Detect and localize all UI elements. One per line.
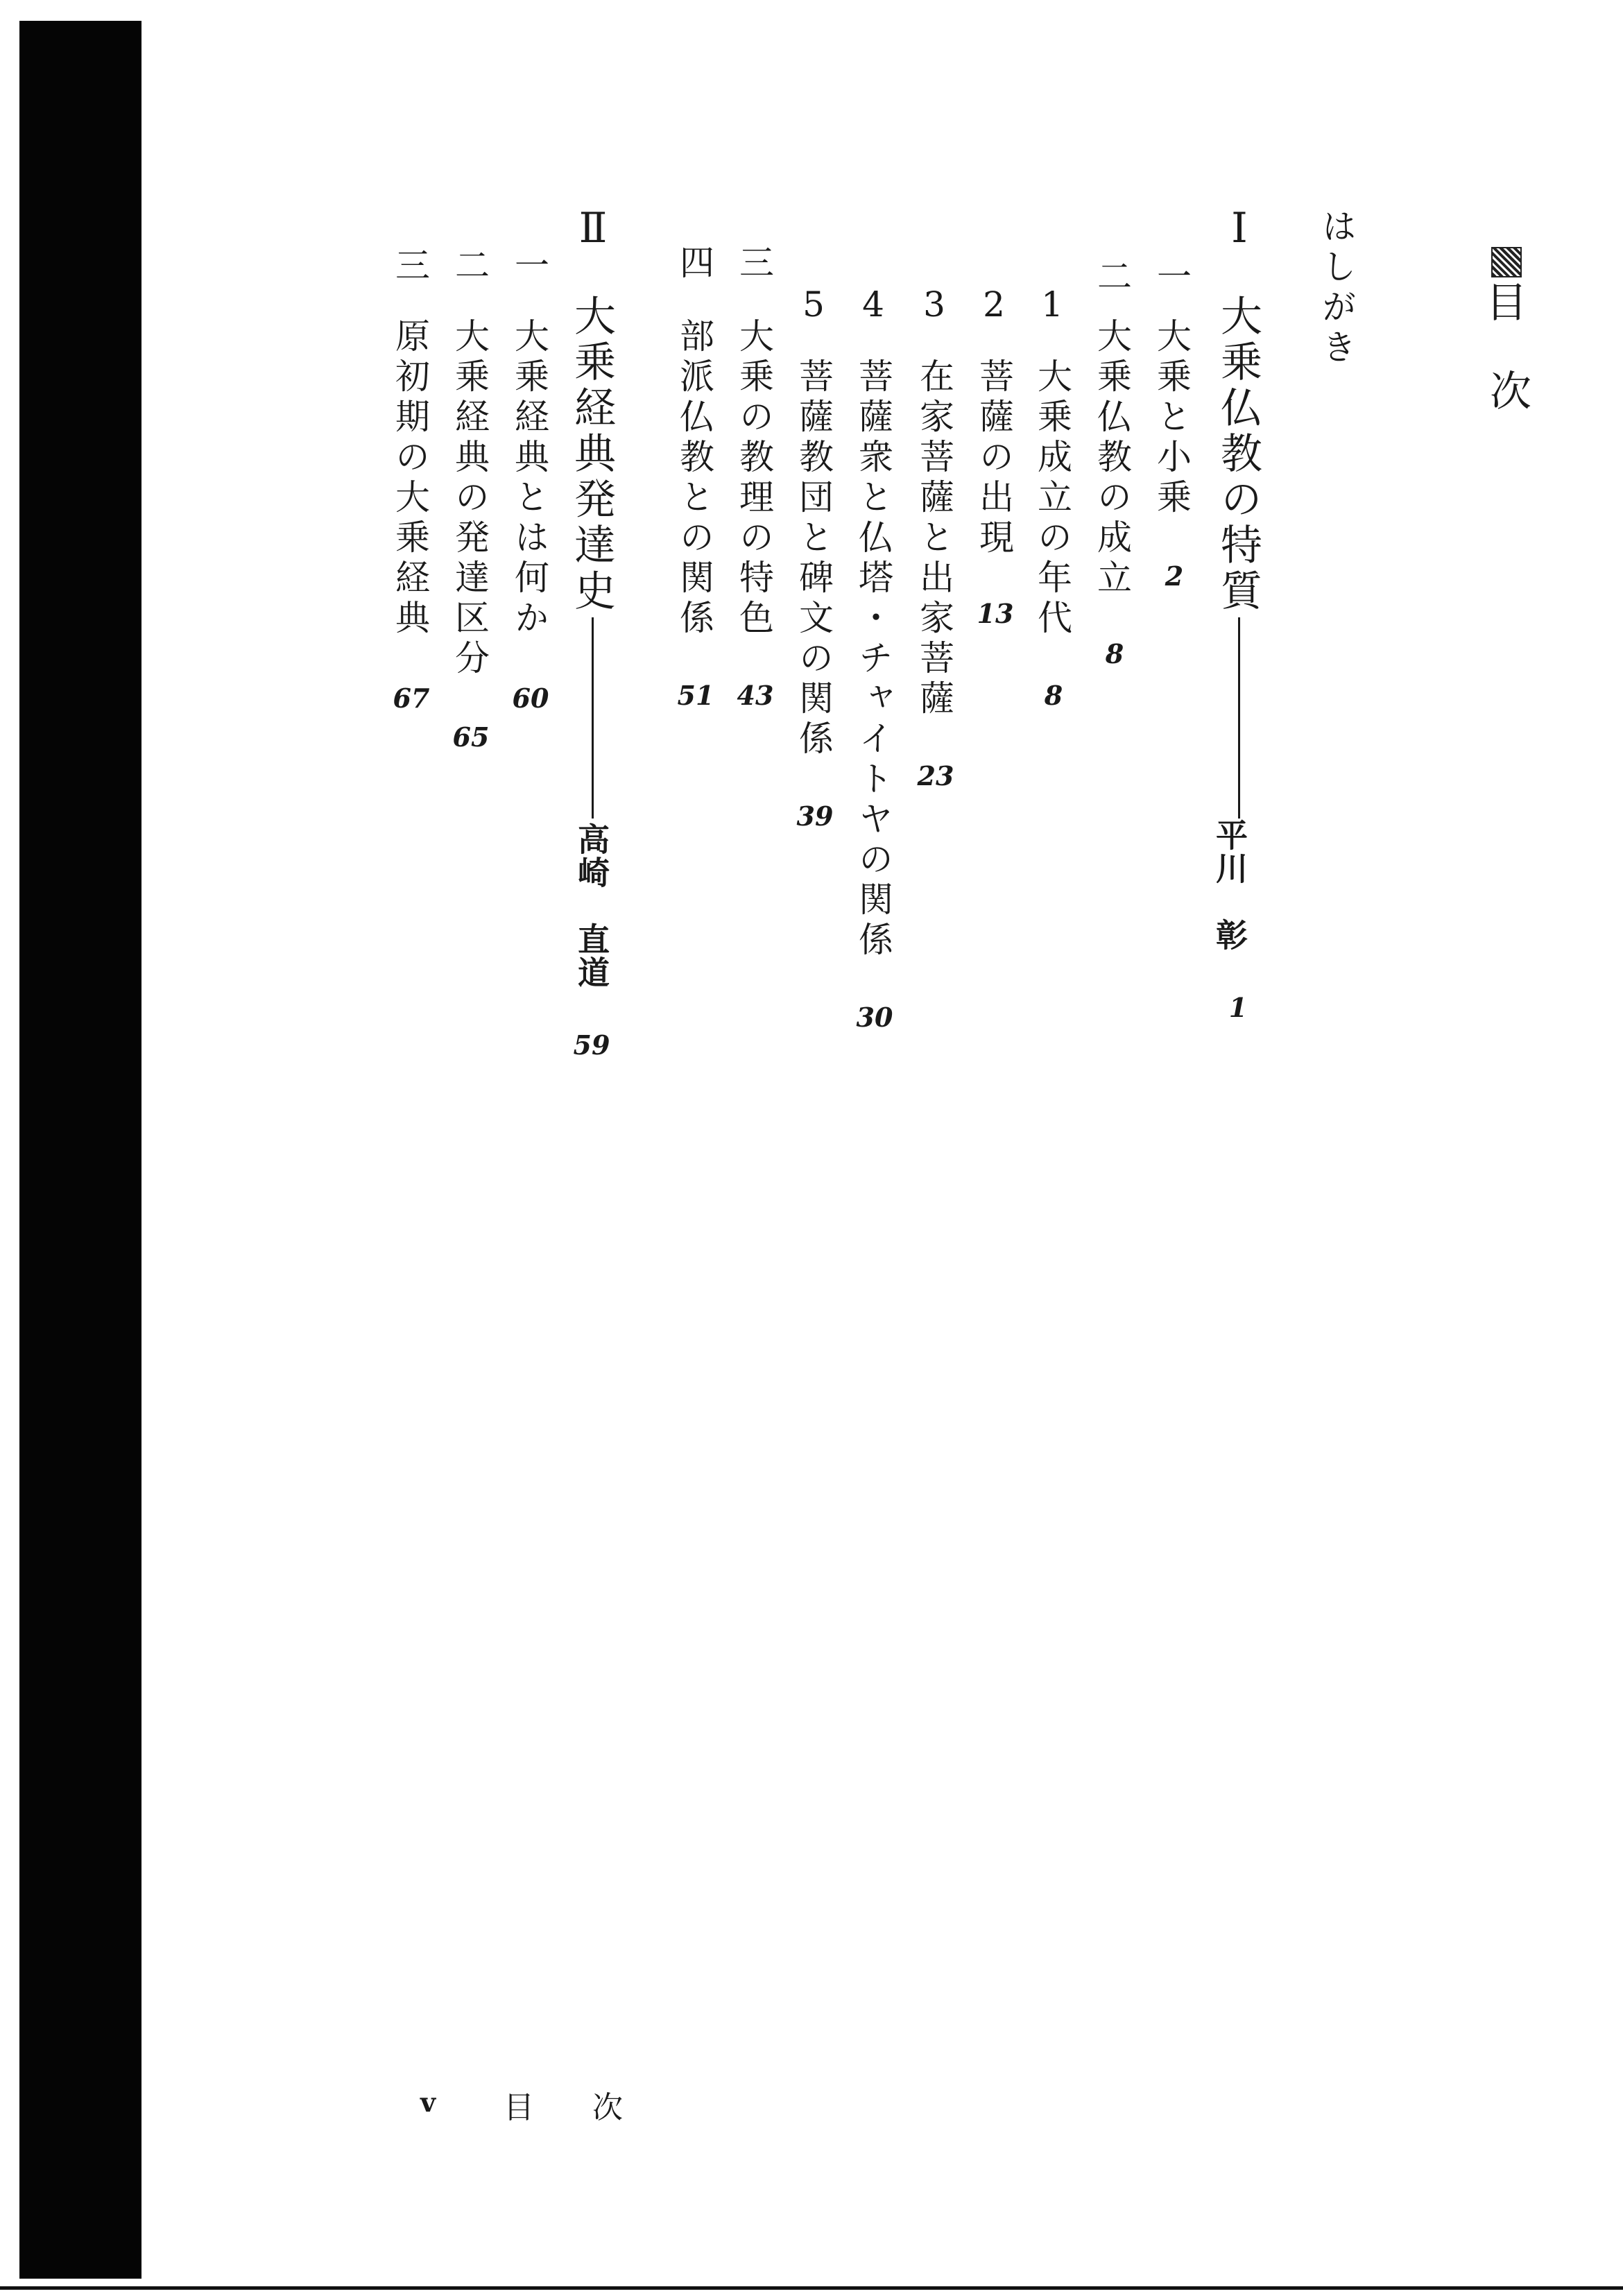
header-ornament-icon xyxy=(1491,247,1522,277)
part-2-dash xyxy=(592,617,594,819)
toc-heading-char-1: 目 xyxy=(1479,280,1527,326)
entry-1-2-5-page: 39 xyxy=(796,800,834,832)
entry-1-2-5-no: 5 xyxy=(793,284,834,330)
part-1-numeral: Ⅰ xyxy=(1215,204,1264,257)
entry-1-4-page: 51 xyxy=(677,680,714,711)
entry-2-3-title: 原初期の大乗経典 xyxy=(390,318,430,640)
entry-1-2-3-title: 在家菩薩と出家菩薩 xyxy=(914,358,954,720)
entry-1-1-page: 2 xyxy=(1165,560,1184,592)
entry-1-1-title: 大乗と小乗 xyxy=(1151,318,1192,519)
entry-1-2-no: 二 xyxy=(1092,258,1132,298)
entry-1-2-5-title: 菩薩教団と碑文の関係 xyxy=(793,358,834,760)
entry-2-2-no: 二 xyxy=(449,247,490,287)
part-2-page: 59 xyxy=(573,1029,610,1061)
entry-1-2-title: 大乗仏教の成立 xyxy=(1092,318,1132,599)
entry-1-2-2-no: 2 xyxy=(974,284,1014,330)
footer-folio: v xyxy=(420,2087,436,2118)
part-1-title: 大乗仏教の特質 xyxy=(1214,294,1262,615)
entry-1-2-4-no: 4 xyxy=(853,284,893,330)
footer-label-1: 目 xyxy=(504,2090,534,2125)
entry-1-2-2-title: 菩薩の出現 xyxy=(974,358,1014,559)
entry-2-1-page: 60 xyxy=(512,683,549,714)
entry-1-2-4-page: 30 xyxy=(856,1002,893,1033)
entry-1-2-1-no: 1 xyxy=(1032,284,1072,330)
entry-2-1-title: 大乗経典とは何か xyxy=(509,318,549,640)
entry-2-3-page: 67 xyxy=(393,683,430,714)
entry-1-4-title: 部派仏教との関係 xyxy=(674,318,714,640)
entry-1-2-1-title: 大乗成立の年代 xyxy=(1032,358,1072,640)
entry-1-2-3-no: 3 xyxy=(914,284,954,330)
scan-bottom-edge xyxy=(0,2286,1623,2290)
entry-2-1-no: 一 xyxy=(509,247,549,287)
entry-2-2-title: 大乗経典の発達区分 xyxy=(449,318,490,680)
part-2-title: 大乗経典発達史 xyxy=(567,294,616,615)
entry-1-3-page: 43 xyxy=(737,680,774,711)
entry-1-2-page: 8 xyxy=(1105,638,1124,669)
part-1-author: 平川 彰 xyxy=(1211,819,1248,952)
entry-1-3-title: 大乗の教理の特色 xyxy=(734,318,774,640)
part-1-page: 1 xyxy=(1228,992,1248,1023)
entry-1-4-no: 四 xyxy=(674,244,714,284)
entry-1-2-2-page: 13 xyxy=(977,598,1014,629)
part-2-numeral: Ⅱ xyxy=(569,204,617,257)
entry-1-3-no: 三 xyxy=(734,244,774,284)
footer-label-2: 次 xyxy=(592,2090,623,2125)
part-1-dash xyxy=(1238,617,1240,819)
scan-edge-black-bar xyxy=(19,21,141,2279)
entry-2-3-no: 三 xyxy=(390,247,430,287)
entry-1-2-3-page: 23 xyxy=(917,760,954,791)
entry-1-2-1-page: 8 xyxy=(1044,680,1063,711)
toc-heading-char-2: 次 xyxy=(1483,369,1531,415)
toc-preface: はしがき xyxy=(1316,208,1357,369)
entry-1-2-4-title: 菩薩衆と仏塔・チャイトヤの関係 xyxy=(853,358,893,961)
entry-1-1-no: 一 xyxy=(1151,258,1192,298)
entry-2-2-page: 65 xyxy=(452,721,490,753)
part-2-author: 高崎 直道 xyxy=(573,823,610,989)
